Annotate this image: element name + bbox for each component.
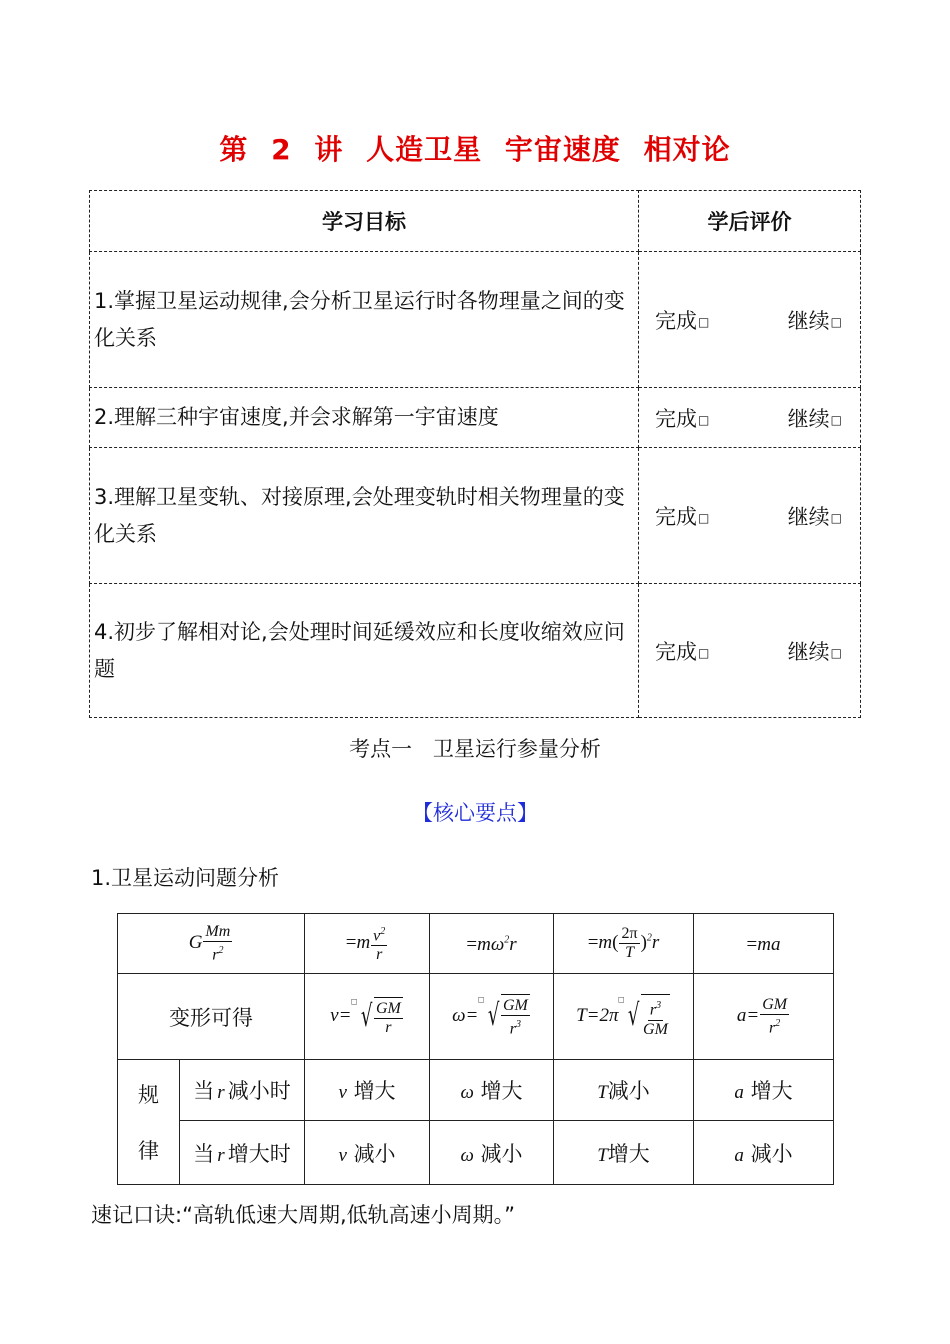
goal-header: 学习目标 [90, 191, 639, 252]
done-checkbox[interactable]: 完成□ [655, 639, 710, 664]
subsection-title: 1.卫星运动问题分析 [91, 866, 280, 890]
formula-table [117, 913, 834, 1185]
continue-checkbox[interactable]: 继续□ [787, 406, 842, 431]
condition-r-decrease: 当 r 减小时 [180, 1060, 305, 1121]
continue-checkbox[interactable]: 继续□ [787, 639, 842, 664]
formula-row [118, 914, 834, 974]
result-cell: a 减小 [694, 1121, 834, 1185]
law-row-decrease [118, 1060, 834, 1121]
derive-label: 变形可得 [118, 974, 305, 1060]
goal-text: 4.初步了解相对论,会处理时间延缓效应和长度收缩效应问题 [94, 619, 625, 681]
done-checkbox[interactable]: 完成□ [655, 308, 710, 333]
result-cell: T增大 [554, 1121, 694, 1185]
centripetal-v-formula: =m $\frac{v^2}{r}$ [305, 914, 430, 974]
table-row [90, 584, 861, 718]
done-checkbox[interactable]: 完成□ [655, 406, 710, 431]
eval-header: 学后评价 [639, 191, 861, 252]
law-label: 规 律 [118, 1060, 180, 1185]
law-row-increase [118, 1121, 834, 1185]
done-checkbox[interactable]: 完成□ [655, 504, 710, 529]
result-cell: ω 增大 [430, 1060, 554, 1121]
gravity-formula: G $\frac{Mm}{r^2}$ [118, 914, 305, 974]
period-expression: T=2π□ √ $\frac{r^3}{GM}$ [554, 974, 694, 1060]
goal-text: 2.理解三种宇宙速度,并会求解第一宇宙速度 [94, 405, 499, 429]
goal-text: 1.掌握卫星运动规律,会分析卫星运行时各物理量之间的变化关系 [94, 288, 625, 350]
continue-checkbox[interactable]: 继续□ [787, 504, 842, 529]
formula-row [118, 974, 834, 1060]
centripetal-period-formula: =m( $\frac{2\pi}{T}$ )$^2$r [554, 914, 694, 974]
result-cell: ω 减小 [430, 1121, 554, 1185]
table-row [90, 448, 861, 584]
centripetal-omega-formula: $=m\omega^2r$ [430, 914, 554, 974]
goal-text: 3.理解卫星变轨、对接原理,会处理变轨时相关物理量的变化关系 [94, 484, 625, 546]
section-title: 考点一 卫星运行参量分析 [349, 737, 601, 761]
table-row [90, 252, 861, 388]
memo-text: 速记口诀:“高轨低速大周期,低轨高速小周期。” [91, 1203, 516, 1227]
acceleration-formula: =ma [694, 914, 834, 974]
continue-checkbox[interactable]: 继续□ [787, 308, 842, 333]
acceleration-expression: a= $\frac{GM}{r^2}$ [694, 974, 834, 1060]
result-cell: a 增大 [694, 1060, 834, 1121]
result-cell: v 减小 [305, 1121, 430, 1185]
omega-expression: ω=□ √ $\frac{GM}{r^3}$ [430, 974, 554, 1060]
page-title: 第 2 讲 人造卫星 宇宙速度 相对论 [219, 133, 731, 166]
key-points-title: 【核心要点】 [412, 801, 538, 825]
condition-r-increase: 当 r 增大时 [180, 1121, 305, 1185]
table-header-row [90, 191, 861, 252]
learning-goals-table [89, 190, 861, 718]
result-cell: T减小 [554, 1060, 694, 1121]
table-row [90, 388, 861, 448]
result-cell: v 增大 [305, 1060, 430, 1121]
velocity-expression: v=□ √ $\frac{GM}{r}$ [305, 974, 430, 1060]
